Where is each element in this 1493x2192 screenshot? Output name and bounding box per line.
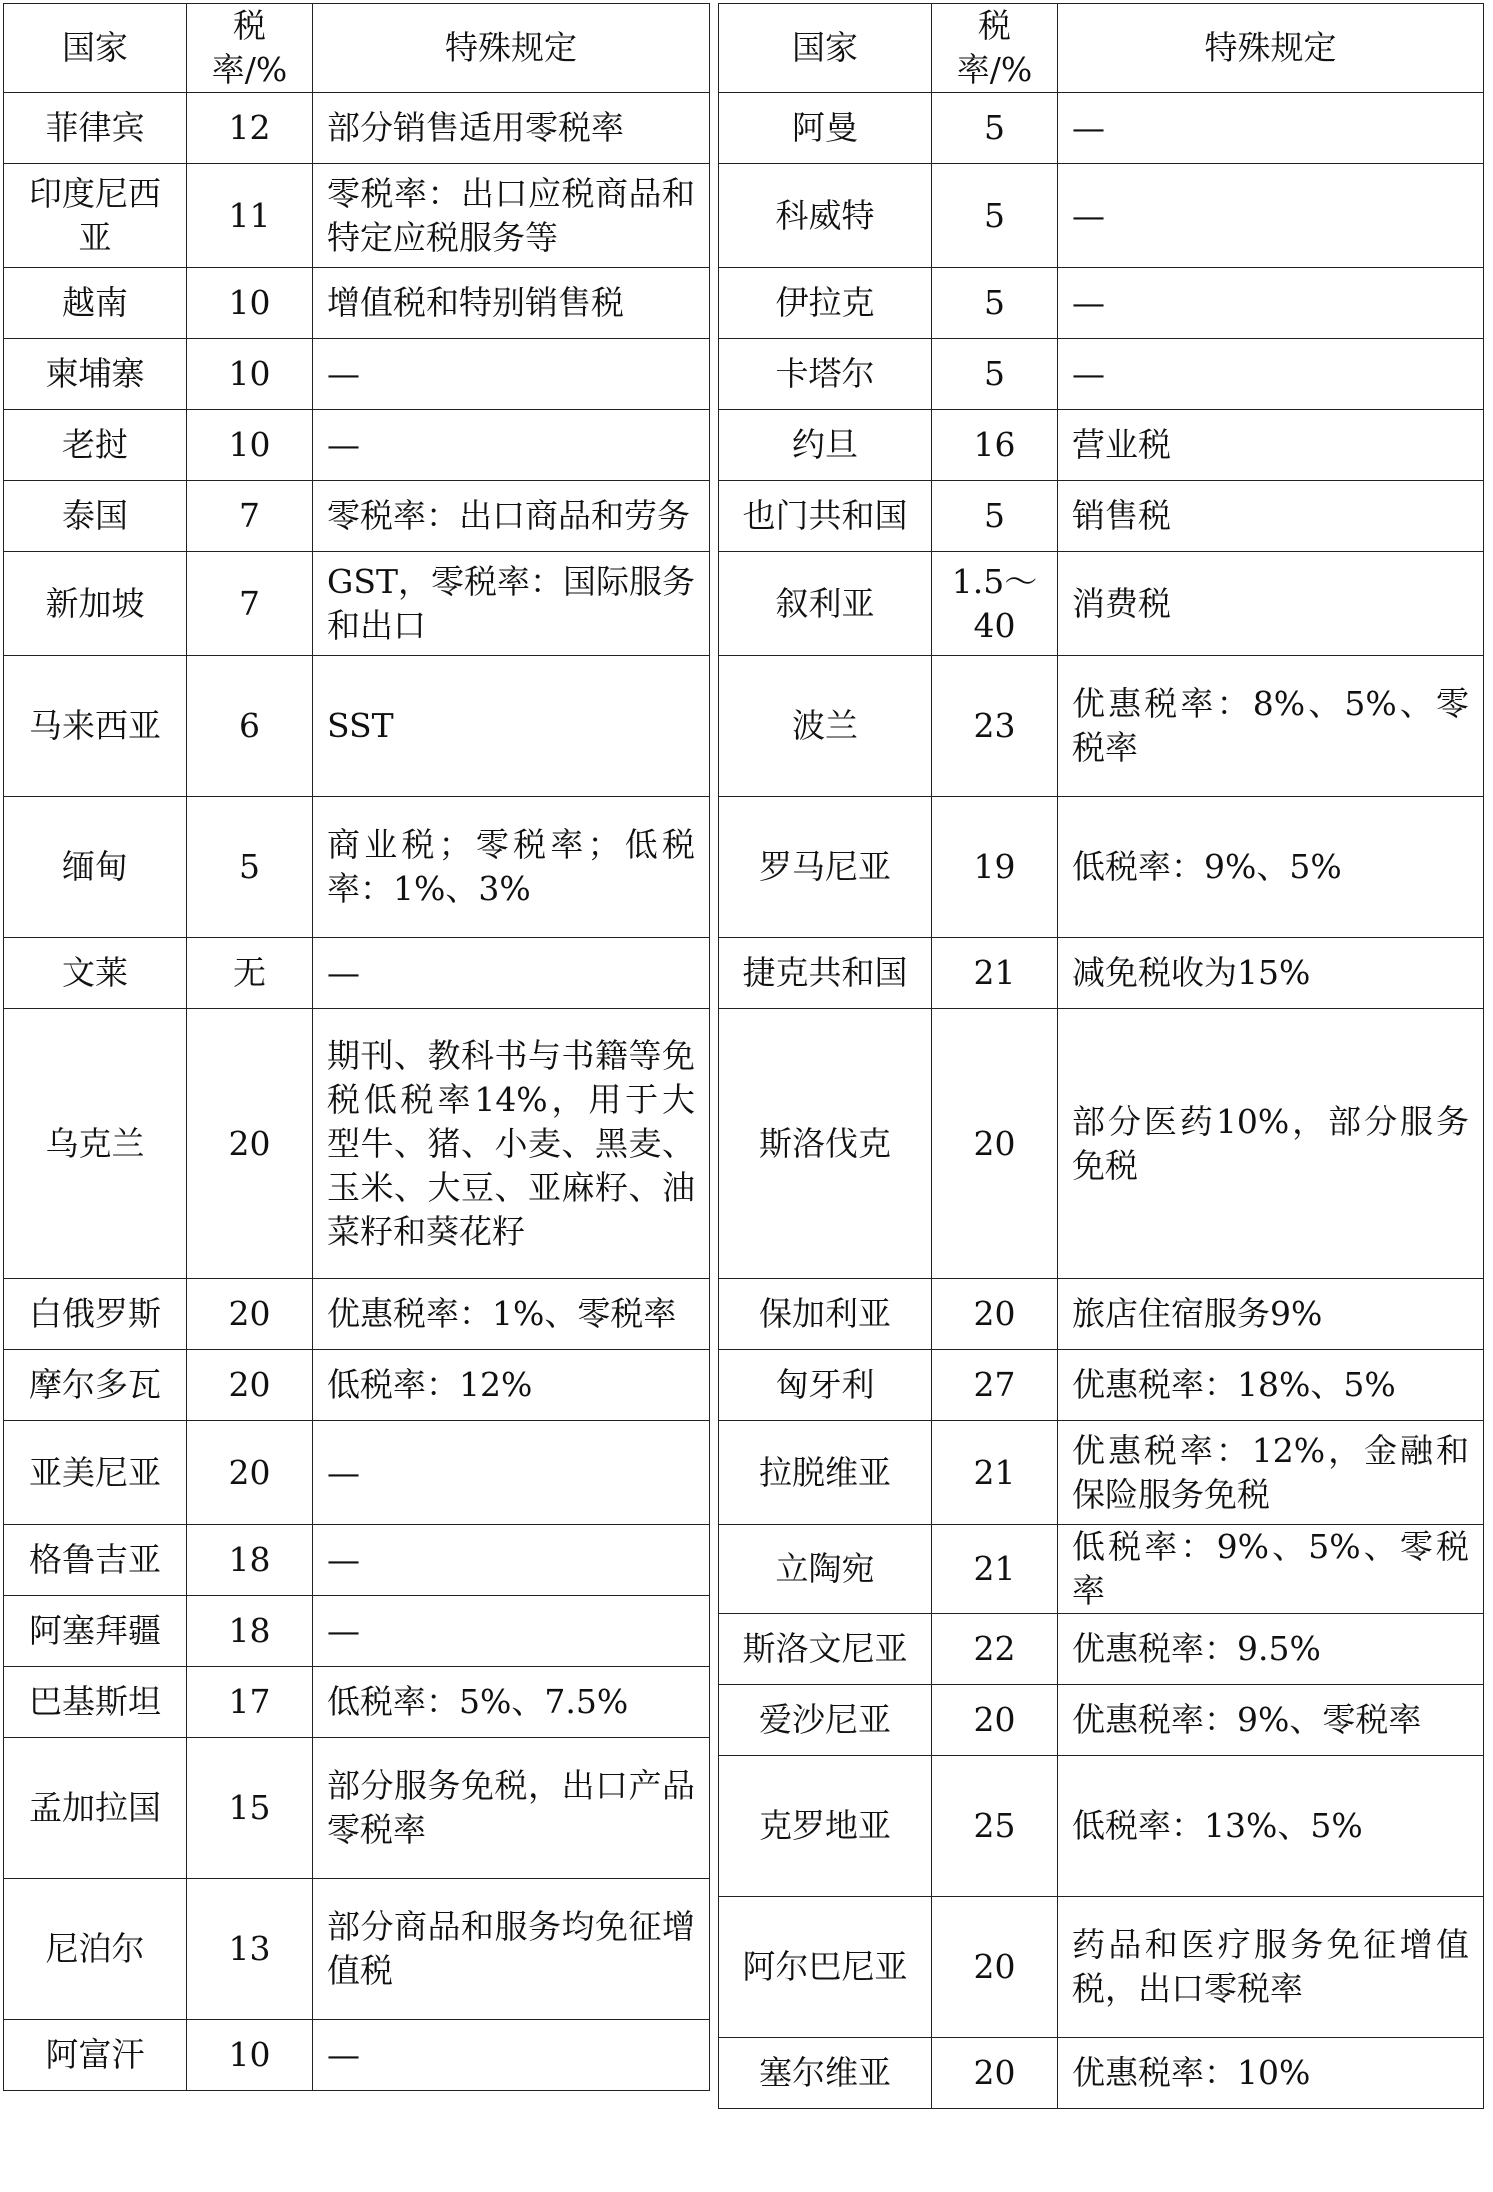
table-row bbox=[4, 2020, 710, 2091]
rate-cell: 27 bbox=[932, 1350, 1058, 1421]
note-cell bbox=[313, 1525, 710, 1596]
rate-cell: 20 bbox=[932, 2038, 1058, 2109]
country-cell: 泰国 bbox=[4, 481, 187, 552]
country-cell: 叙利亚 bbox=[719, 552, 932, 656]
country-cell: 尼泊尔 bbox=[4, 1879, 187, 2020]
rate-cell: 17 bbox=[187, 1667, 313, 1738]
rate-cell: 20 bbox=[932, 1009, 1058, 1279]
rate-cell: 7 bbox=[187, 481, 313, 552]
note-cell bbox=[1058, 552, 1484, 656]
note-cell bbox=[313, 1009, 710, 1279]
country-cell: 孟加拉国 bbox=[4, 1738, 187, 1879]
note-text: 增值税和特别销售税 bbox=[327, 283, 624, 322]
note-text: GST，零税率：国际服务和出口 bbox=[327, 561, 695, 645]
note-cell bbox=[1058, 1350, 1484, 1421]
note-text: SST bbox=[327, 706, 394, 745]
country-cell: 文莱 bbox=[4, 938, 187, 1009]
table-row bbox=[4, 410, 710, 481]
note-cell bbox=[313, 481, 710, 552]
note-text: 低税率：9%、5%、零税率 bbox=[1072, 1527, 1469, 1610]
rate-cell: 7 bbox=[187, 552, 313, 656]
note-cell bbox=[1058, 1897, 1484, 2038]
note-cell bbox=[1058, 797, 1484, 938]
note-text: 优惠税率：9%、零税率 bbox=[1072, 1700, 1422, 1739]
note-text: — bbox=[327, 953, 360, 992]
country-cell: 摩尔多瓦 bbox=[4, 1350, 187, 1421]
rate-cell: 11 bbox=[187, 164, 313, 268]
note-cell bbox=[1058, 1756, 1484, 1897]
note-cell bbox=[313, 268, 710, 339]
rate-cell: 5 bbox=[932, 164, 1058, 268]
note-cell bbox=[313, 1279, 710, 1350]
rate-cell: 20 bbox=[187, 1279, 313, 1350]
note-text: — bbox=[1072, 283, 1105, 322]
note-text: 药品和医疗服务免征增值税，出口零税率 bbox=[1072, 1925, 1469, 2008]
table-row bbox=[719, 1525, 1484, 1614]
country-cell: 乌克兰 bbox=[4, 1009, 187, 1279]
vat-table-left bbox=[3, 3, 710, 2091]
table-row bbox=[4, 164, 710, 268]
table-row bbox=[719, 410, 1484, 481]
table-row bbox=[4, 797, 710, 938]
table-row bbox=[719, 797, 1484, 938]
note-cell bbox=[1058, 1614, 1484, 1685]
note-cell bbox=[1058, 1525, 1484, 1614]
table-row bbox=[719, 2038, 1484, 2109]
note-cell bbox=[313, 656, 710, 797]
note-text: 优惠税率：12%，金融和保险服务免税 bbox=[1072, 1430, 1469, 1514]
note-cell bbox=[313, 1350, 710, 1421]
country-cell: 巴基斯坦 bbox=[4, 1667, 187, 1738]
rate-cell: 5 bbox=[932, 481, 1058, 552]
note-cell bbox=[1058, 2038, 1484, 2109]
rate-cell: 10 bbox=[187, 2020, 313, 2091]
note-text: 部分销售适用零税率 bbox=[327, 108, 624, 147]
note-cell bbox=[1058, 1685, 1484, 1756]
note-cell bbox=[1058, 656, 1484, 797]
note-text: — bbox=[327, 425, 360, 464]
note-cell bbox=[1058, 164, 1484, 268]
rate-cell: 18 bbox=[187, 1525, 313, 1596]
note-cell bbox=[313, 797, 710, 938]
note-text: — bbox=[1072, 354, 1105, 393]
country-cell: 阿曼 bbox=[719, 93, 932, 164]
table-row bbox=[4, 938, 710, 1009]
table-row bbox=[4, 481, 710, 552]
rate-cell: 15 bbox=[187, 1738, 313, 1879]
note-text: 低税率：5%、7.5% bbox=[327, 1682, 629, 1721]
note-text: 优惠税率：10% bbox=[1072, 2053, 1311, 2092]
country-cell: 斯洛伐克 bbox=[719, 1009, 932, 1279]
note-text: 低税率：12% bbox=[327, 1365, 533, 1404]
note-text: 旅店住宿服务9% bbox=[1072, 1294, 1323, 1333]
rate-cell: 5 bbox=[932, 268, 1058, 339]
note-text: — bbox=[327, 1611, 360, 1650]
note-text: 优惠税率：8%、5%、零税率 bbox=[1072, 684, 1469, 767]
table-row bbox=[4, 1596, 710, 1667]
rate-cell: 12 bbox=[187, 93, 313, 164]
country-cell: 匈牙利 bbox=[719, 1350, 932, 1421]
country-cell: 塞尔维亚 bbox=[719, 2038, 932, 2109]
country-cell: 白俄罗斯 bbox=[4, 1279, 187, 1350]
note-cell bbox=[1058, 481, 1484, 552]
note-cell bbox=[313, 410, 710, 481]
rate-cell: 5 bbox=[932, 93, 1058, 164]
note-cell bbox=[1058, 1279, 1484, 1350]
country-cell: 阿尔巴尼亚 bbox=[719, 1897, 932, 2038]
country-cell: 波兰 bbox=[719, 656, 932, 797]
country-cell: 科威特 bbox=[719, 164, 932, 268]
note-cell bbox=[313, 2020, 710, 2091]
note-cell bbox=[1058, 1009, 1484, 1279]
country-cell: 格鲁吉亚 bbox=[4, 1525, 187, 1596]
table-row bbox=[719, 1897, 1484, 2038]
note-text: 零税率：出口商品和劳务 bbox=[327, 496, 690, 535]
rate-cell: 10 bbox=[187, 410, 313, 481]
note-text: 消费税 bbox=[1072, 583, 1171, 623]
note-cell bbox=[1058, 410, 1484, 481]
note-cell bbox=[313, 938, 710, 1009]
header-rate: 税率/% bbox=[932, 4, 1058, 93]
table-row bbox=[719, 552, 1484, 656]
note-cell bbox=[313, 1421, 710, 1525]
note-text: — bbox=[327, 354, 360, 393]
note-cell bbox=[313, 1596, 710, 1667]
rate-cell: 22 bbox=[932, 1614, 1058, 1685]
rate-cell: 21 bbox=[932, 1525, 1058, 1614]
table-row bbox=[719, 938, 1484, 1009]
table-row bbox=[719, 1685, 1484, 1756]
table-row bbox=[719, 268, 1484, 339]
note-cell bbox=[1058, 339, 1484, 410]
header-country: 国家 bbox=[719, 4, 932, 93]
rate-cell: 20 bbox=[932, 1279, 1058, 1350]
note-text: 优惠税率：1%、零税率 bbox=[327, 1294, 677, 1333]
table-row bbox=[719, 1421, 1484, 1525]
table-row bbox=[4, 93, 710, 164]
rate-cell: 20 bbox=[932, 1897, 1058, 2038]
table-row bbox=[4, 1421, 710, 1525]
vat-table-right bbox=[718, 3, 1484, 2109]
note-text: 低税率：9%、5% bbox=[1072, 847, 1342, 886]
table-row bbox=[4, 268, 710, 339]
table-header-row bbox=[719, 4, 1484, 93]
country-cell: 立陶宛 bbox=[719, 1525, 932, 1614]
table-row bbox=[4, 1667, 710, 1738]
table-row bbox=[4, 1009, 710, 1279]
note-text: 低税率：13%、5% bbox=[1072, 1806, 1363, 1845]
country-cell: 印度尼西亚 bbox=[4, 164, 187, 268]
table-row bbox=[4, 1279, 710, 1350]
table-row bbox=[719, 1350, 1484, 1421]
table-row bbox=[4, 552, 710, 656]
rate-cell: 21 bbox=[932, 938, 1058, 1009]
table-row bbox=[4, 339, 710, 410]
note-text: — bbox=[327, 1540, 360, 1579]
note-cell bbox=[313, 552, 710, 656]
note-text: 期刊、教科书与书籍等免税低税率14%，用于大型牛、猪、小麦、黑麦、玉米、大豆、亚麻籽、油菜籽和葵花籽 bbox=[327, 1035, 695, 1251]
country-cell: 保加利亚 bbox=[719, 1279, 932, 1350]
header-country: 国家 bbox=[4, 4, 187, 93]
rate-cell: 25 bbox=[932, 1756, 1058, 1897]
rate-cell: 6 bbox=[187, 656, 313, 797]
header-note: 特殊规定 bbox=[1058, 4, 1484, 93]
rate-cell: 18 bbox=[187, 1596, 313, 1667]
note-cell bbox=[1058, 268, 1484, 339]
rate-cell: 无 bbox=[187, 938, 313, 1009]
rate-cell: 1.5～40 bbox=[932, 552, 1058, 656]
note-text: — bbox=[327, 1452, 360, 1492]
rate-cell: 5 bbox=[932, 339, 1058, 410]
note-text: 优惠税率：9.5% bbox=[1072, 1629, 1321, 1668]
country-cell: 罗马尼亚 bbox=[719, 797, 932, 938]
rate-cell: 20 bbox=[932, 1685, 1058, 1756]
note-cell bbox=[313, 1879, 710, 2020]
country-cell: 亚美尼亚 bbox=[4, 1421, 187, 1525]
note-cell bbox=[1058, 1421, 1484, 1525]
note-cell bbox=[313, 1667, 710, 1738]
table-row bbox=[719, 1279, 1484, 1350]
note-cell bbox=[1058, 93, 1484, 164]
rate-cell: 19 bbox=[932, 797, 1058, 938]
table-row bbox=[719, 481, 1484, 552]
table-row bbox=[719, 164, 1484, 268]
rate-cell: 21 bbox=[932, 1421, 1058, 1525]
rate-cell: 16 bbox=[932, 410, 1058, 481]
country-cell: 捷克共和国 bbox=[719, 938, 932, 1009]
country-cell: 卡塔尔 bbox=[719, 339, 932, 410]
table-row bbox=[719, 1756, 1484, 1897]
country-cell: 爱沙尼亚 bbox=[719, 1685, 932, 1756]
note-text: 减免税收为15% bbox=[1072, 953, 1311, 992]
country-cell: 拉脱维亚 bbox=[719, 1421, 932, 1525]
note-text: 优惠税率：18%、5% bbox=[1072, 1365, 1396, 1404]
country-cell: 越南 bbox=[4, 268, 187, 339]
country-cell: 约旦 bbox=[719, 410, 932, 481]
table-row bbox=[719, 1614, 1484, 1685]
table-row bbox=[719, 656, 1484, 797]
table-row bbox=[719, 339, 1484, 410]
rate-cell: 5 bbox=[187, 797, 313, 938]
country-cell: 伊拉克 bbox=[719, 268, 932, 339]
country-cell: 马来西亚 bbox=[4, 656, 187, 797]
table-row bbox=[4, 1525, 710, 1596]
rate-cell: 20 bbox=[187, 1009, 313, 1279]
rate-cell: 20 bbox=[187, 1421, 313, 1525]
table-row bbox=[4, 656, 710, 797]
rate-cell: 10 bbox=[187, 268, 313, 339]
table-row bbox=[4, 1350, 710, 1421]
country-cell: 克罗地亚 bbox=[719, 1756, 932, 1897]
note-cell bbox=[313, 339, 710, 410]
note-text: — bbox=[1072, 195, 1105, 235]
country-cell: 菲律宾 bbox=[4, 93, 187, 164]
country-cell: 柬埔寨 bbox=[4, 339, 187, 410]
rate-cell: 13 bbox=[187, 1879, 313, 2020]
rate-cell: 10 bbox=[187, 339, 313, 410]
table-header-row bbox=[4, 4, 710, 93]
country-cell: 阿塞拜疆 bbox=[4, 1596, 187, 1667]
rate-cell: 23 bbox=[932, 656, 1058, 797]
note-cell bbox=[313, 93, 710, 164]
note-text: — bbox=[1072, 108, 1105, 147]
note-cell bbox=[313, 164, 710, 268]
note-cell bbox=[313, 1738, 710, 1879]
header-note: 特殊规定 bbox=[313, 4, 710, 93]
country-cell: 阿富汗 bbox=[4, 2020, 187, 2091]
note-text: 部分服务免税，出口产品零税率 bbox=[327, 1766, 695, 1849]
rate-cell: 20 bbox=[187, 1350, 313, 1421]
note-text: — bbox=[327, 2035, 360, 2074]
country-cell: 老挝 bbox=[4, 410, 187, 481]
vat-rates-table-container bbox=[3, 3, 1484, 2109]
country-cell: 也门共和国 bbox=[719, 481, 932, 552]
country-cell: 缅甸 bbox=[4, 797, 187, 938]
header-rate: 税率/% bbox=[187, 4, 313, 93]
note-text: 商业税；零税率；低税率：1%、3% bbox=[327, 825, 695, 908]
table-row bbox=[719, 93, 1484, 164]
note-text: 部分商品和服务均免征增值税 bbox=[327, 1907, 695, 1990]
note-cell bbox=[1058, 938, 1484, 1009]
note-text: 销售税 bbox=[1072, 496, 1171, 535]
table-row bbox=[719, 1009, 1484, 1279]
table-row bbox=[4, 1879, 710, 2020]
note-text: 零税率：出口应税商品和特定应税服务等 bbox=[327, 173, 695, 257]
note-text: 部分医药10%，部分服务免税 bbox=[1072, 1101, 1469, 1185]
country-cell: 斯洛文尼亚 bbox=[719, 1614, 932, 1685]
country-cell: 新加坡 bbox=[4, 552, 187, 656]
table-row bbox=[4, 1738, 710, 1879]
note-text: 营业税 bbox=[1072, 425, 1171, 464]
